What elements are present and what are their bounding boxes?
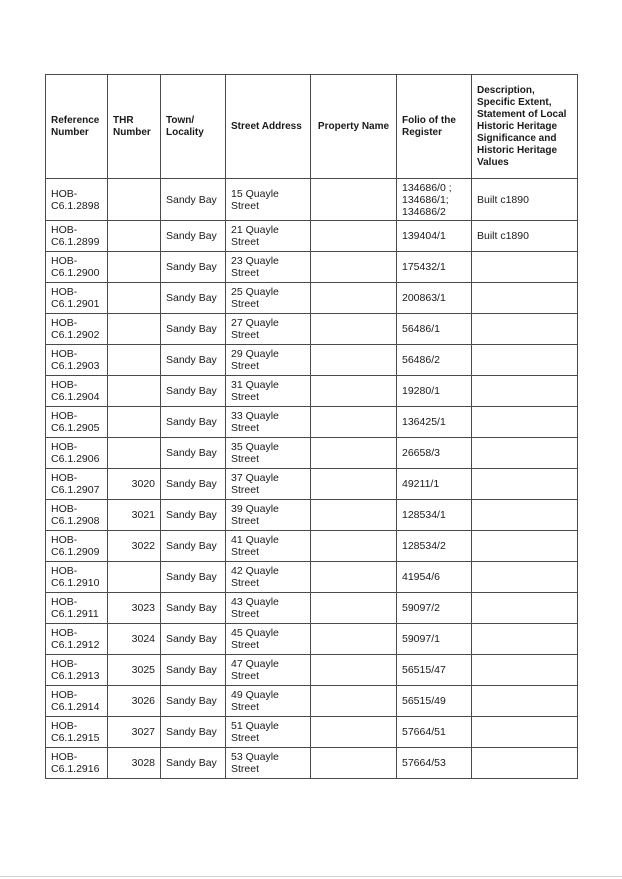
reference-number-cell: HOB-C6.1.2901 xyxy=(46,283,108,314)
town-cell: Sandy Bay xyxy=(161,686,226,717)
street-address-cell: 23 Quayle Street xyxy=(226,252,311,283)
folio-cell: 56486/2 xyxy=(397,345,472,376)
town-cell: Sandy Bay xyxy=(161,655,226,686)
table-row xyxy=(46,562,578,593)
town-cell: Sandy Bay xyxy=(161,562,226,593)
thr-number-cell: 3027 xyxy=(108,717,161,748)
description-cell xyxy=(472,562,578,593)
folio-cell: 136425/1 xyxy=(397,407,472,438)
folio-cell: 59097/1 xyxy=(397,624,472,655)
street-address-cell: 45 Quayle Street xyxy=(226,624,311,655)
street-address-cell: 33 Quayle Street xyxy=(226,407,311,438)
street-address-cell: 53 Quayle Street xyxy=(226,748,311,779)
town-cell: Sandy Bay xyxy=(161,748,226,779)
header-street-address: Street Address xyxy=(226,75,311,179)
town-cell: Sandy Bay xyxy=(161,407,226,438)
property-name-cell xyxy=(311,469,397,500)
description-cell xyxy=(472,500,578,531)
town-cell: Sandy Bay xyxy=(161,345,226,376)
header-town-locality: Town/ Locality xyxy=(161,75,226,179)
reference-number-cell: HOB-C6.1.2907 xyxy=(46,469,108,500)
thr-number-cell: 3023 xyxy=(108,593,161,624)
description-cell xyxy=(472,283,578,314)
header-folio: Folio of the Register xyxy=(397,75,472,179)
reference-number-cell: HOB-C6.1.2916 xyxy=(46,748,108,779)
reference-number-cell: HOB-C6.1.2902 xyxy=(46,314,108,345)
thr-number-cell xyxy=(108,314,161,345)
folio-cell: 57664/53 xyxy=(397,748,472,779)
property-name-cell xyxy=(311,531,397,562)
description-cell xyxy=(472,469,578,500)
street-address-cell: 51 Quayle Street xyxy=(226,717,311,748)
folio-cell: 128534/2 xyxy=(397,531,472,562)
table-body xyxy=(46,179,578,779)
property-name-cell xyxy=(311,717,397,748)
folio-cell: 49211/1 xyxy=(397,469,472,500)
town-cell: Sandy Bay xyxy=(161,376,226,407)
thr-number-cell: 3020 xyxy=(108,469,161,500)
folio-cell: 56515/49 xyxy=(397,686,472,717)
folio-cell: 128534/1 xyxy=(397,500,472,531)
reference-number-cell: HOB-C6.1.2904 xyxy=(46,376,108,407)
property-name-cell xyxy=(311,221,397,252)
description-cell xyxy=(472,593,578,624)
town-cell: Sandy Bay xyxy=(161,500,226,531)
reference-number-cell: HOB-C6.1.2906 xyxy=(46,438,108,469)
thr-number-cell xyxy=(108,438,161,469)
header-thr-number: THR Number xyxy=(108,75,161,179)
town-cell: Sandy Bay xyxy=(161,469,226,500)
thr-number-cell xyxy=(108,221,161,252)
table-row xyxy=(46,624,578,655)
table-row xyxy=(46,655,578,686)
folio-cell: 56515/47 xyxy=(397,655,472,686)
folio-cell: 26658/3 xyxy=(397,438,472,469)
town-cell: Sandy Bay xyxy=(161,438,226,469)
folio-cell: 59097/2 xyxy=(397,593,472,624)
thr-number-cell xyxy=(108,252,161,283)
reference-number-cell: HOB-C6.1.2908 xyxy=(46,500,108,531)
table-row xyxy=(46,686,578,717)
reference-number-cell: HOB-C6.1.2898 xyxy=(46,179,108,221)
reference-number-cell: HOB-C6.1.2903 xyxy=(46,345,108,376)
thr-number-cell: 3025 xyxy=(108,655,161,686)
street-address-cell: 27 Quayle Street xyxy=(226,314,311,345)
thr-number-cell xyxy=(108,283,161,314)
description-cell xyxy=(472,438,578,469)
folio-cell: 139404/1 xyxy=(397,221,472,252)
property-name-cell xyxy=(311,686,397,717)
thr-number-cell xyxy=(108,179,161,221)
town-cell: Sandy Bay xyxy=(161,252,226,283)
table-row xyxy=(46,438,578,469)
town-cell: Sandy Bay xyxy=(161,221,226,252)
folio-cell: 200863/1 xyxy=(397,283,472,314)
folio-cell: 175432/1 xyxy=(397,252,472,283)
table-row xyxy=(46,179,578,221)
street-address-cell: 42 Quayle Street xyxy=(226,562,311,593)
description-cell: Built c1890 xyxy=(472,221,578,252)
reference-number-cell: HOB-C6.1.2909 xyxy=(46,531,108,562)
folio-cell: 56486/1 xyxy=(397,314,472,345)
town-cell: Sandy Bay xyxy=(161,531,226,562)
description-cell xyxy=(472,624,578,655)
table-row xyxy=(46,717,578,748)
street-address-cell: 35 Quayle Street xyxy=(226,438,311,469)
reference-number-cell: HOB-C6.1.2911 xyxy=(46,593,108,624)
description-cell xyxy=(472,345,578,376)
reference-number-cell: HOB-C6.1.2913 xyxy=(46,655,108,686)
street-address-cell: 41 Quayle Street xyxy=(226,531,311,562)
description-cell: Built c1890 xyxy=(472,179,578,221)
property-name-cell xyxy=(311,407,397,438)
header-description: Description, Specific Extent, Statement of Local Historic Heritage Significance and Historic Heritage Values xyxy=(472,75,578,179)
description-cell xyxy=(472,407,578,438)
thr-number-cell: 3026 xyxy=(108,686,161,717)
table-row xyxy=(46,221,578,252)
table-row xyxy=(46,748,578,779)
table-row xyxy=(46,376,578,407)
thr-number-cell xyxy=(108,562,161,593)
town-cell: Sandy Bay xyxy=(161,314,226,345)
reference-number-cell: HOB-C6.1.2910 xyxy=(46,562,108,593)
folio-cell: 57664/51 xyxy=(397,717,472,748)
reference-number-cell: HOB-C6.1.2915 xyxy=(46,717,108,748)
header-property-name: Property Name xyxy=(311,75,397,179)
thr-number-cell xyxy=(108,376,161,407)
page-bottom-divider xyxy=(0,876,622,877)
property-name-cell xyxy=(311,314,397,345)
description-cell xyxy=(472,376,578,407)
description-cell xyxy=(472,314,578,345)
street-address-cell: 25 Quayle Street xyxy=(226,283,311,314)
property-name-cell xyxy=(311,345,397,376)
property-name-cell xyxy=(311,500,397,531)
town-cell: Sandy Bay xyxy=(161,624,226,655)
property-name-cell xyxy=(311,283,397,314)
reference-number-cell: HOB-C6.1.2912 xyxy=(46,624,108,655)
table-row xyxy=(46,469,578,500)
street-address-cell: 43 Quayle Street xyxy=(226,593,311,624)
table-header-row xyxy=(46,75,578,179)
property-name-cell xyxy=(311,438,397,469)
property-name-cell xyxy=(311,252,397,283)
property-name-cell xyxy=(311,376,397,407)
thr-number-cell: 3028 xyxy=(108,748,161,779)
description-cell xyxy=(472,531,578,562)
table-row xyxy=(46,314,578,345)
description-cell xyxy=(472,686,578,717)
description-cell xyxy=(472,748,578,779)
property-name-cell xyxy=(311,179,397,221)
property-name-cell xyxy=(311,624,397,655)
town-cell: Sandy Bay xyxy=(161,179,226,221)
property-name-cell xyxy=(311,593,397,624)
thr-number-cell: 3021 xyxy=(108,500,161,531)
town-cell: Sandy Bay xyxy=(161,717,226,748)
property-name-cell xyxy=(311,655,397,686)
reference-number-cell: HOB-C6.1.2899 xyxy=(46,221,108,252)
property-name-cell xyxy=(311,748,397,779)
thr-number-cell: 3022 xyxy=(108,531,161,562)
reference-number-cell: HOB-C6.1.2900 xyxy=(46,252,108,283)
town-cell: Sandy Bay xyxy=(161,593,226,624)
reference-number-cell: HOB-C6.1.2905 xyxy=(46,407,108,438)
description-cell xyxy=(472,655,578,686)
folio-cell: 41954/6 xyxy=(397,562,472,593)
folio-cell: 134686/0 ; 134686/1; 134686/2 xyxy=(397,179,472,221)
town-cell: Sandy Bay xyxy=(161,283,226,314)
street-address-cell: 49 Quayle Street xyxy=(226,686,311,717)
street-address-cell: 21 Quayle Street xyxy=(226,221,311,252)
reference-number-cell: HOB-C6.1.2914 xyxy=(46,686,108,717)
table-row xyxy=(46,531,578,562)
header-reference-number: Reference Number xyxy=(46,75,108,179)
description-cell xyxy=(472,717,578,748)
table-row xyxy=(46,500,578,531)
property-name-cell xyxy=(311,562,397,593)
street-address-cell: 47 Quayle Street xyxy=(226,655,311,686)
thr-number-cell xyxy=(108,345,161,376)
street-address-cell: 31 Quayle Street xyxy=(226,376,311,407)
folio-cell: 19280/1 xyxy=(397,376,472,407)
table-row xyxy=(46,252,578,283)
street-address-cell: 37 Quayle Street xyxy=(226,469,311,500)
table-row xyxy=(46,593,578,624)
street-address-cell: 39 Quayle Street xyxy=(226,500,311,531)
table-row xyxy=(46,283,578,314)
table-row xyxy=(46,407,578,438)
description-cell xyxy=(472,252,578,283)
thr-number-cell xyxy=(108,407,161,438)
table-row xyxy=(46,345,578,376)
thr-number-cell: 3024 xyxy=(108,624,161,655)
heritage-register-table xyxy=(45,74,578,779)
street-address-cell: 15 Quayle Street xyxy=(226,179,311,221)
street-address-cell: 29 Quayle Street xyxy=(226,345,311,376)
